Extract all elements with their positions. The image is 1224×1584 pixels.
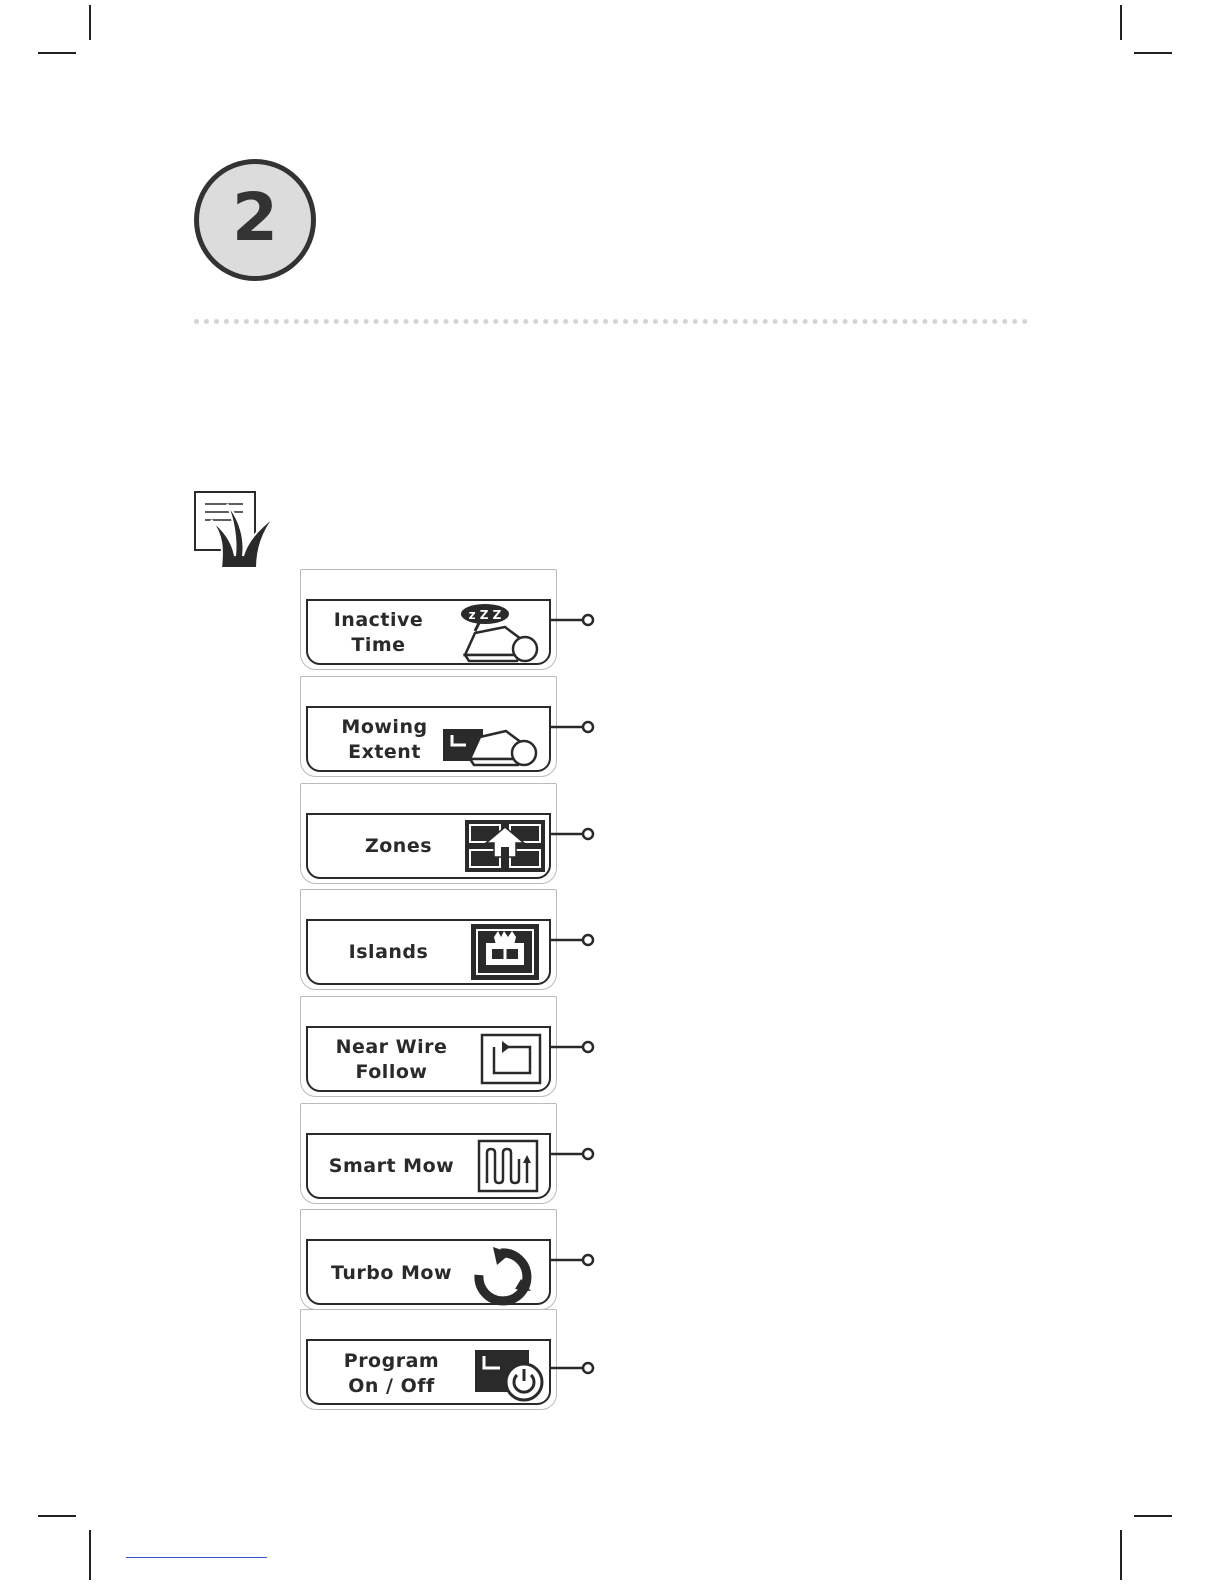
mowing-extent-icon bbox=[442, 721, 542, 771]
connector-line bbox=[551, 1252, 596, 1268]
crop-mark bbox=[1120, 5, 1122, 40]
sleeping-mower-icon bbox=[459, 603, 541, 665]
near-wire-follow-icon bbox=[480, 1033, 542, 1085]
menu-item-label: Mowing Extent bbox=[341, 716, 428, 763]
islands-icon bbox=[470, 923, 540, 981]
connector-line bbox=[551, 719, 596, 735]
menu-item-zones[interactable] bbox=[300, 783, 557, 884]
svg-text:z Z Z: z Z Z bbox=[468, 608, 502, 622]
connector-line bbox=[551, 1146, 596, 1162]
crop-mark bbox=[89, 1530, 91, 1580]
program-power-icon bbox=[474, 1348, 554, 1402]
menu-item-program-on-off[interactable] bbox=[300, 1309, 557, 1410]
turbo-mow-icon bbox=[471, 1245, 535, 1309]
footer-link-line bbox=[126, 1557, 267, 1558]
crop-mark bbox=[1134, 52, 1172, 54]
menu-item-label: Zones bbox=[364, 835, 433, 857]
crop-mark bbox=[38, 1515, 76, 1517]
menu-item-mowing-extent[interactable] bbox=[300, 676, 557, 777]
menu-item-label: Program On / Off bbox=[343, 1350, 440, 1397]
menu-item-near-wire-follow[interactable] bbox=[300, 996, 557, 1097]
menu-item-label: Islands bbox=[348, 941, 429, 963]
menu-item-label: Inactive Time bbox=[333, 609, 424, 656]
menu-item-smart-mow[interactable] bbox=[300, 1103, 557, 1204]
step-number: 2 bbox=[232, 179, 278, 256]
menu-item-label: Near Wire Follow bbox=[335, 1036, 448, 1083]
menu-item-label: Turbo Mow bbox=[330, 1262, 453, 1284]
connector-line bbox=[551, 1039, 596, 1055]
menu-item-label: Smart Mow bbox=[328, 1155, 455, 1177]
menu-item-islands[interactable] bbox=[300, 889, 557, 990]
step-number-badge bbox=[194, 159, 316, 281]
dotted-divider bbox=[194, 319, 1028, 324]
crop-mark bbox=[1134, 1515, 1172, 1517]
connector-line bbox=[551, 1360, 596, 1376]
menu-item-turbo-mow[interactable] bbox=[300, 1209, 557, 1310]
note-grass-icon bbox=[193, 490, 279, 570]
crop-mark bbox=[89, 5, 91, 40]
connector-line bbox=[551, 612, 596, 628]
zones-icon bbox=[464, 819, 546, 873]
connector-line bbox=[551, 932, 596, 948]
crop-mark bbox=[1120, 1530, 1122, 1580]
crop-mark bbox=[38, 52, 76, 54]
menu-item-inactive-time[interactable] bbox=[300, 569, 557, 670]
smart-mow-icon bbox=[477, 1139, 539, 1193]
connector-line bbox=[551, 826, 596, 842]
